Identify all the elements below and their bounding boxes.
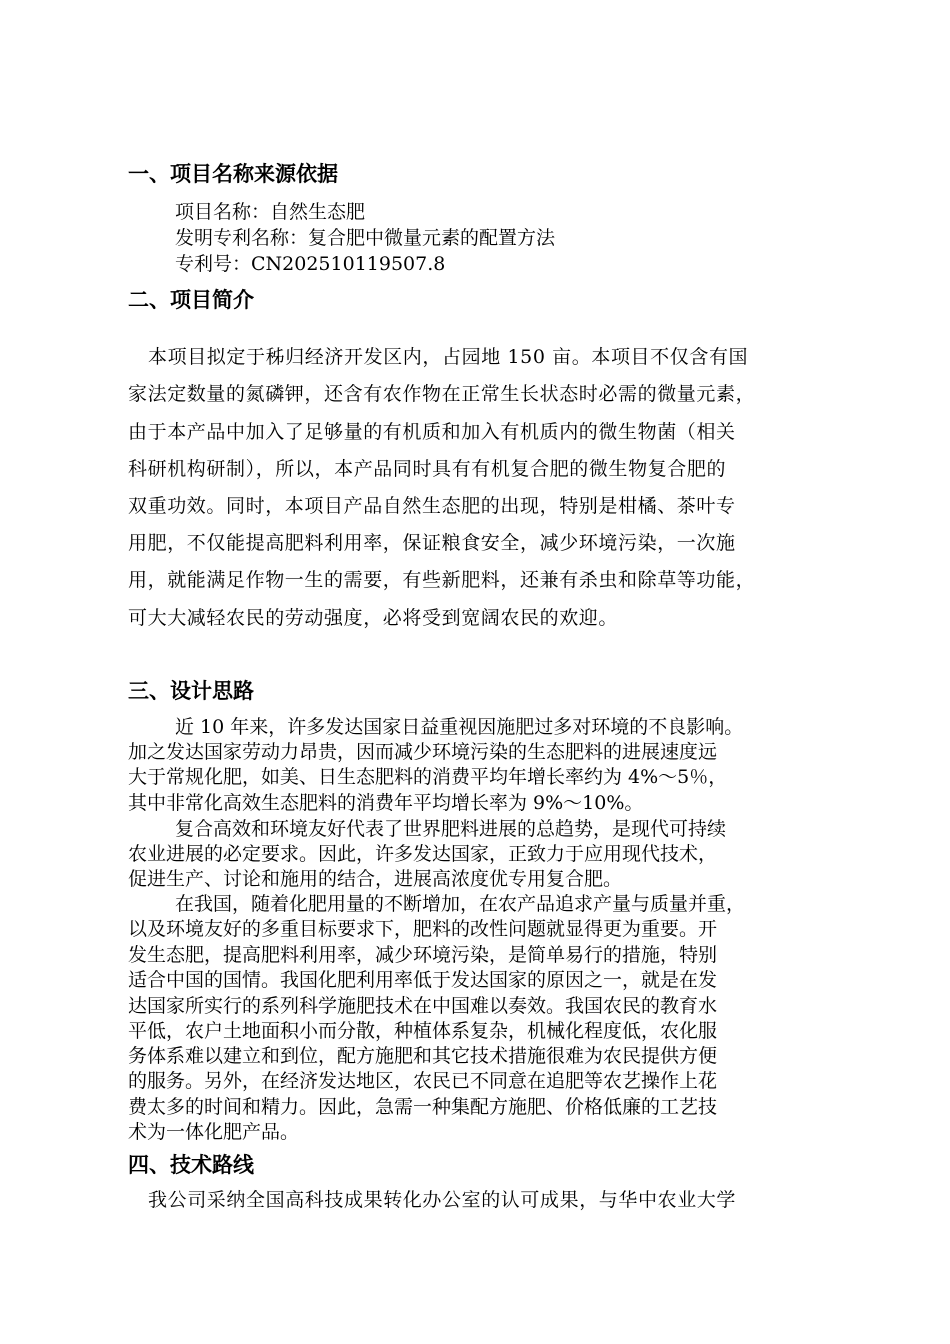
section4-heading: 四、技术路线 xyxy=(128,1153,254,1177)
section3-paragraph-line: 的服务。另外，在经济发达地区，农民已不同意在追肥等农艺操作上花 xyxy=(128,1070,718,1092)
section3-heading: 三、设计思路 xyxy=(128,679,254,703)
section3-paragraph-line: 近 10 年来，许多发达国家日益重视因施肥过多对环境的不良影响。 xyxy=(175,716,744,738)
section3-paragraph-line: 在我国，随着化肥用量的不断增加，在农产品追求产量与质量并重， xyxy=(175,893,746,915)
section3-paragraph-line: 农业进展的必定要求。因此，许多发达国家，正致力于应用现代技术， xyxy=(128,843,718,865)
section2-paragraph-line: 用，就能满足作物一生的需要，有些新肥料，还兼有杀虫和除草等功能， xyxy=(128,569,756,591)
section2-paragraph-line: 家法定数量的氮磷钾，还含有农作物在正常生长状态时必需的微量元素， xyxy=(128,383,756,405)
section3-paragraph-line: 达国家所实行的系列科学施肥技术在中国难以奏效。我国农民的教育水 xyxy=(128,995,718,1017)
section2-paragraph-line: 由于本产品中加入了足够量的有机质和加入有机质内的微生物菌（相关 xyxy=(128,421,736,443)
section3-paragraph-line: 大于常规化肥，如美、日生态肥料的消费平均年增长率约为 4%～5％， xyxy=(128,766,728,788)
section3-paragraph-line: 其中非常化高效生态肥料的消费年平均增长率为 9%～10%。 xyxy=(128,792,644,814)
section2-paragraph-line: 双重功效。同时，本项目产品自然生态肥的出现，特别是柑橘、茶叶专 xyxy=(128,495,736,517)
section3-paragraph-line: 费太多的时间和精力。因此，急需一种集配方施肥、价格低廉的工艺技 xyxy=(128,1096,718,1118)
section3-paragraph-line: 复合高效和环境友好代表了世界肥料进展的总趋势，是现代可持续 xyxy=(175,818,727,840)
project-name-line: 项目名称：自然生态肥 xyxy=(175,201,366,223)
section2-paragraph-line: 科研机构研制），所以，本产品同时具有有机复合肥的微生物复合肥的 xyxy=(128,458,727,480)
patent-name-line: 发明专利名称：复合肥中微量元素的配置方法 xyxy=(175,227,556,249)
section3-paragraph-line: 平低，农户土地面积小而分散，种植体系复杂，机械化程度低，农化服 xyxy=(128,1020,718,1042)
section3-paragraph-line: 术为一体化肥产品。 xyxy=(128,1121,300,1143)
section2-heading: 二、项目简介 xyxy=(128,288,254,312)
section4-paragraph-line: 我公司采纳全国高科技成果转化办公室的认可成果，与华中农业大学 xyxy=(148,1189,737,1211)
section3-paragraph-line: 以及环境友好的多重目标要求下，肥料的改性问题就显得更为重要。开 xyxy=(128,918,718,940)
section3-paragraph-line: 促进生产、讨论和施用的结合，进展高浓度优专用复合肥。 xyxy=(128,868,623,890)
section3-paragraph-line: 加之发达国家劳动力昂贵，因而减少环境污染的生态肥料的进展速度远 xyxy=(128,741,718,763)
section3-paragraph-line: 发生态肥，提高肥料利用率，减少环境污染，是简单易行的措施，特别 xyxy=(128,944,718,966)
section2-paragraph-line: 可大大减轻农民的劳动强度，必将受到宽阔农民的欢迎。 xyxy=(128,607,619,629)
section3-paragraph-line: 务体系难以建立和到位，配方施肥和其它技术措施很难为农民提供方便 xyxy=(128,1045,718,1067)
section1-heading: 一、项目名称来源依据 xyxy=(128,162,338,186)
section3-paragraph-line: 适合中国的国情。我国化肥利用率低于发达国家的原因之一，就是在发 xyxy=(128,969,718,991)
section2-paragraph-line: 本项目拟定于秭归经济开发区内，占园地 150 亩。本项目不仅含有国 xyxy=(148,346,749,368)
patent-number-line: 专利号：CN202510119507.8 xyxy=(175,253,446,275)
section2-paragraph-line: 用肥，不仅能提高肥料利用率，保证粮食安全，减少环境污染，一次施 xyxy=(128,532,736,554)
